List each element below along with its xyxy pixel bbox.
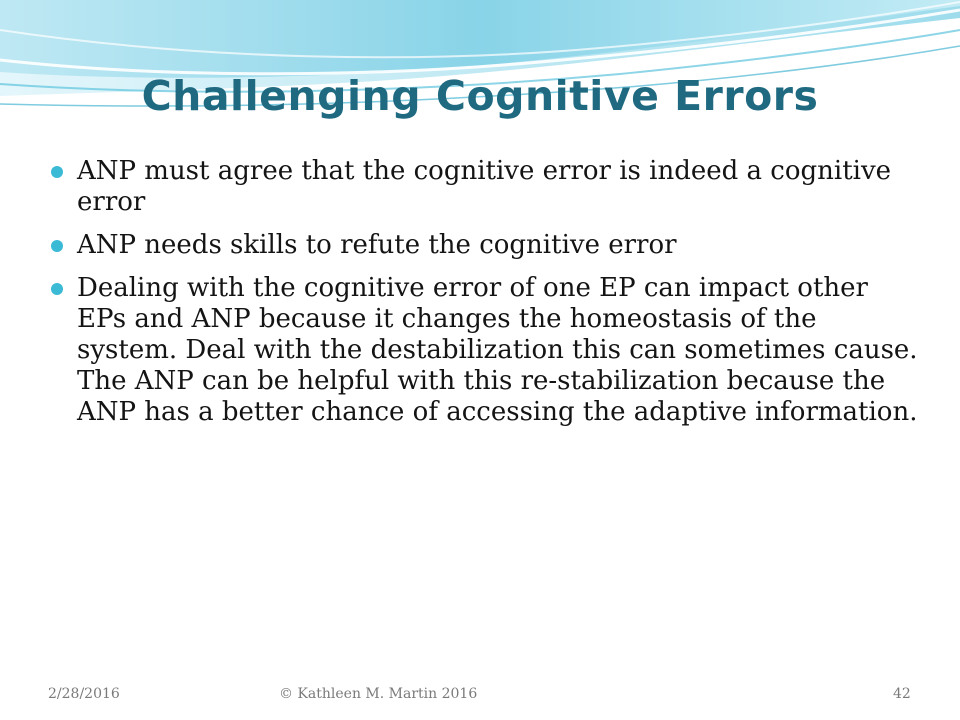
slide-title: Challenging Cognitive Errors bbox=[141, 72, 819, 120]
bullet-item bbox=[48, 230, 918, 261]
bullet-dot-icon bbox=[51, 283, 63, 295]
page-number: 42 bbox=[893, 686, 911, 702]
bullet-text: ANP needs skills to refute the cognitive error bbox=[77, 230, 677, 260]
bullet-text: Dealing with the cognitive error of one EP can impact other EPs and ANP because it changes the homeostasis of the system. Deal with the destabilization this can sometimes cause. The ANP can be helpful with this re-stabilization because the ANP has a better chance of accessing the adaptive information. bbox=[77, 273, 918, 427]
footer-copyright: © Kathleen M. Martin 2016 bbox=[279, 686, 478, 702]
bullet-item bbox=[48, 273, 918, 428]
bullet-list bbox=[48, 156, 918, 440]
bullet-dot-icon bbox=[51, 240, 63, 252]
bullet-text: ANP must agree that the cognitive error is indeed a cognitive error bbox=[77, 156, 892, 217]
footer-date: 2/28/2016 bbox=[48, 686, 120, 702]
bullet-item bbox=[48, 156, 918, 218]
bullet-dot-icon bbox=[51, 166, 63, 178]
